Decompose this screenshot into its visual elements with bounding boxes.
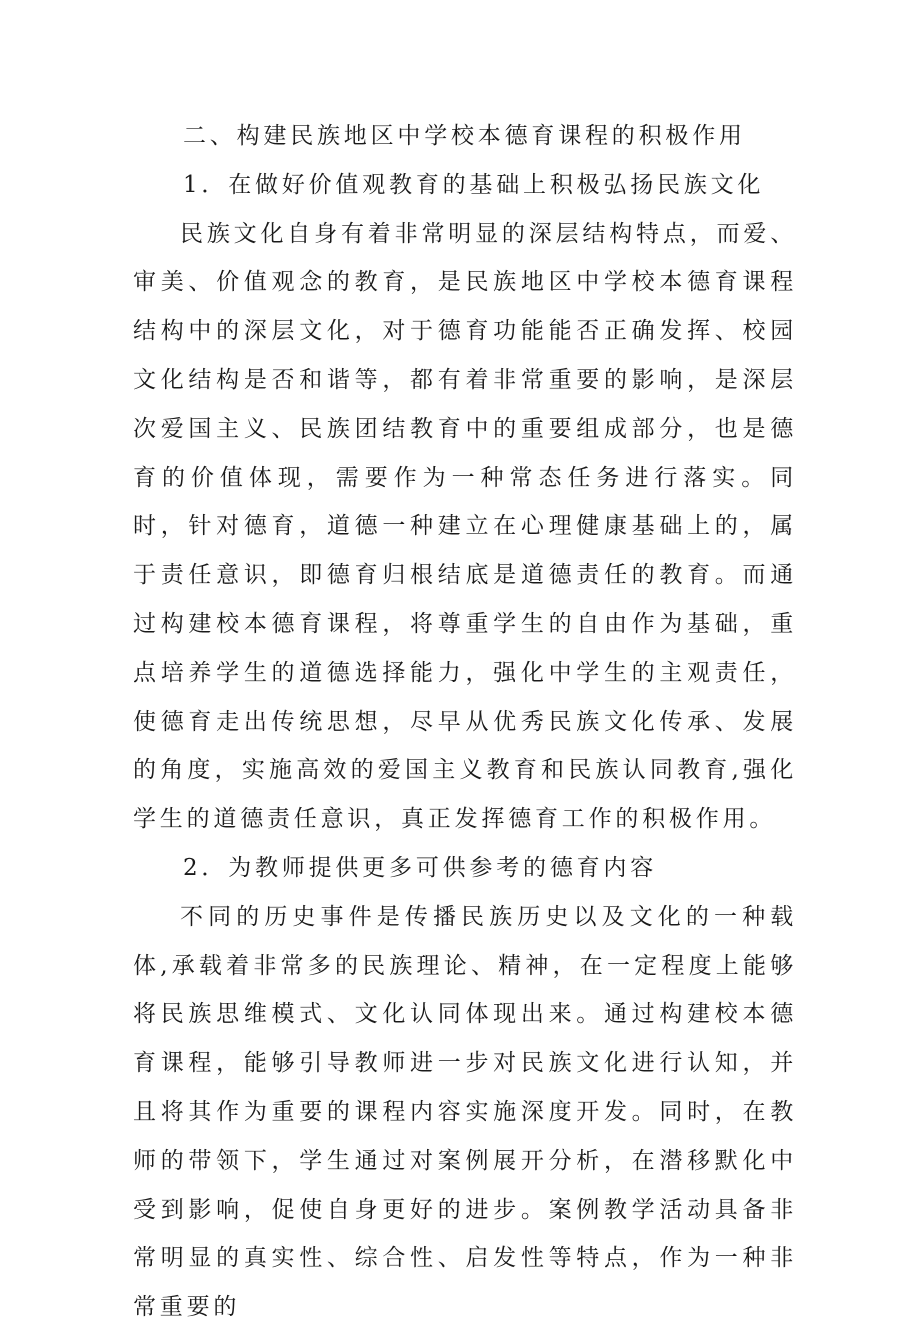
document-body	[133, 112, 797, 1332]
section-heading: 二、构建民族地区中学校本德育课程的积极作用	[183, 123, 746, 149]
subsection-1-title: 1．在做好价值观教育的基础上积极弘扬民族文化	[183, 171, 765, 198]
subsection-2-title: 2．为教师提供更多可供参考的德育内容	[183, 854, 658, 881]
subsection-2-paragraph: 不同的历史事件是传播民族历史以及文化的一种载体,承载着非常多的民族理论、精神，在一定程度上能够将民族思维模式、文化认同体现出来。通过构建校本德育课程，能够引导教师进一步对民族文化进行认知，并且将其作为重要的课程内容实施深度开发。同时，在教师的带领下，学生通过对案例展开分析，在潜移默化中受到影响，促使自身更好的进步。案例教学活动具备非常明显的真实性、综合性、启发性等特点，作为一种非常重要的	[133, 903, 797, 1321]
subsection-1-paragraph: 民族文化自身有着非常明显的深层结构特点，而爱、审美、价值观念的教育，是民族地区中学校本德育课程结构中的深层文化，对于德育功能能否正确发挥、校园文化结构是否和谐等，都有着非常重要的影响，是深层次爱国主义、民族团结教育中的重要组成部分，也是德育的价值体现，需要作为一种常态任务进行落实。同时，针对德育，道德一种建立在心理健康基础上的，属于责任意识，即德育归根结底是道德责任的教育。而通过构建校本德育课程，将尊重学生的自由作为基础，重点培养学生的道德选择能力，强化中学生的主观责任，使德育走出传统思想，尽早从优秀民族文化传承、发展的角度，实施高效的爱国主义教育和民族认同教育,强化学生的道德责任意识，真正发挥德育工作的积极作用。	[133, 220, 797, 833]
